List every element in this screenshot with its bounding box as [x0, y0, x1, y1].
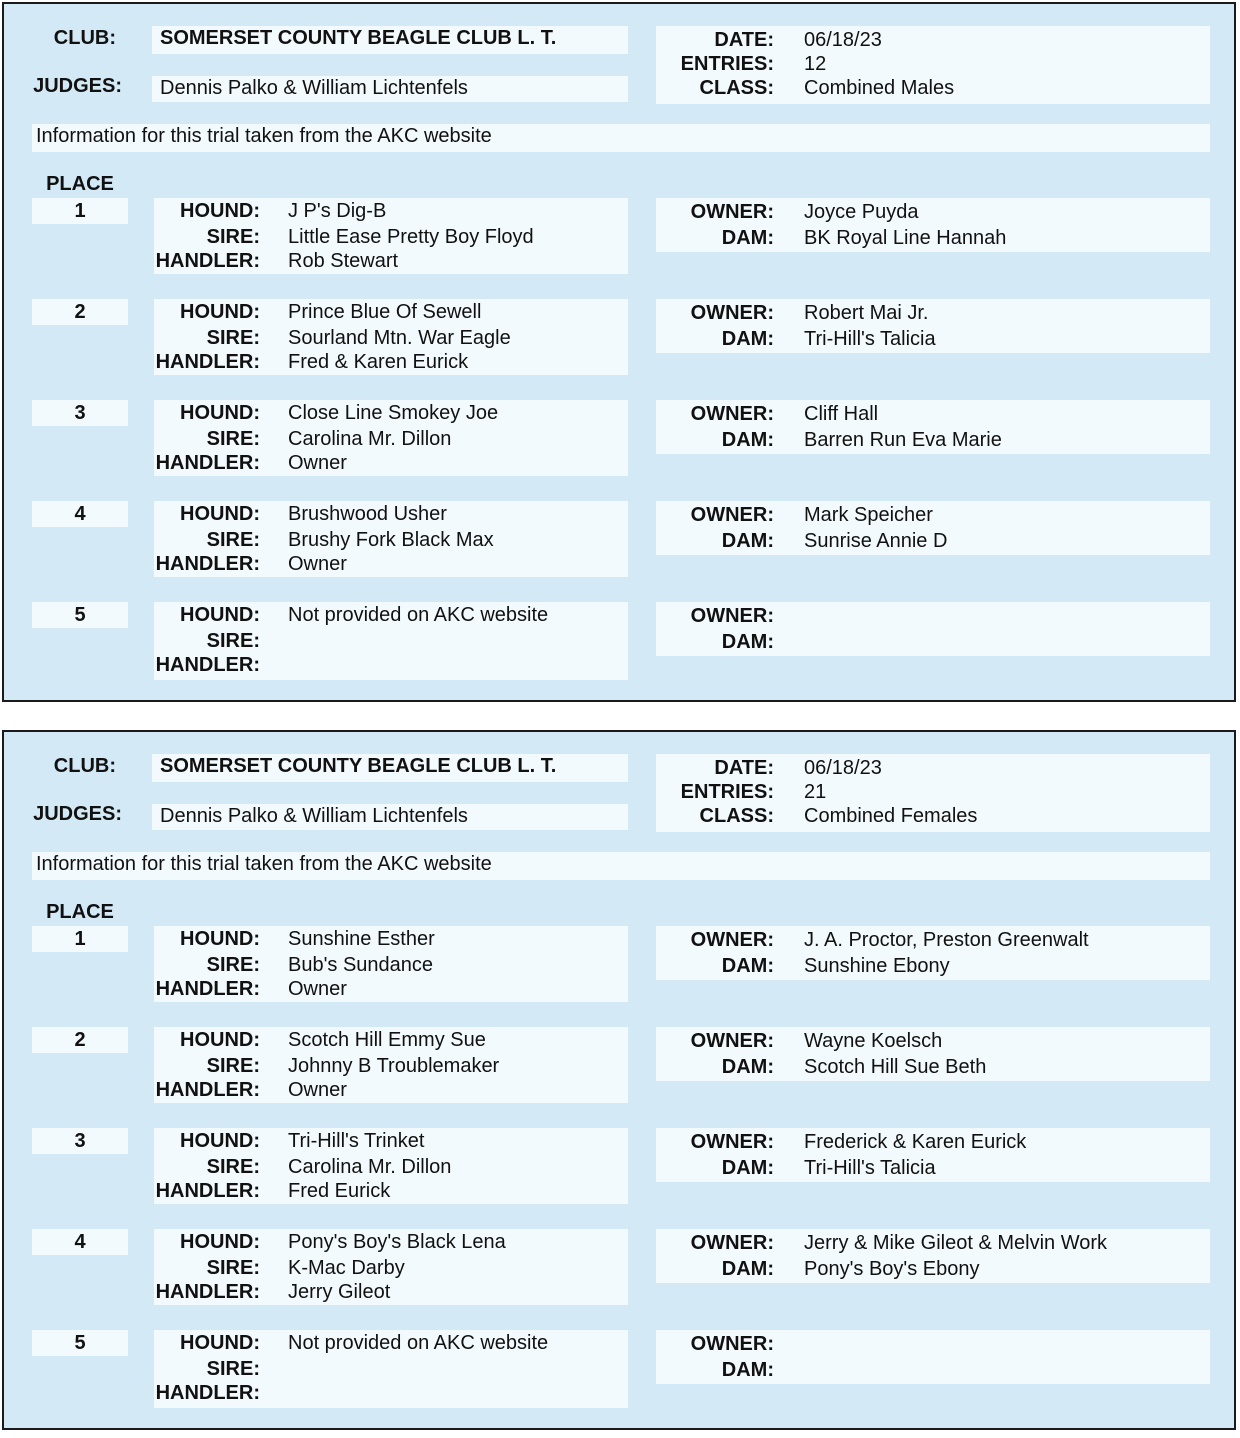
sire-name: Bub's Sundance: [288, 954, 434, 976]
dam-name: Pony's Boy's Ebony: [804, 1258, 980, 1280]
date-label: DATE:: [714, 757, 774, 779]
trial-results-card: [2, 730, 1236, 1430]
sire-label: SIRE:: [206, 226, 260, 248]
judges-label: JUDGES:: [33, 75, 122, 97]
class-label: CLASS:: [699, 77, 774, 99]
owner-label: OWNER:: [690, 1333, 774, 1355]
sire-label: SIRE:: [206, 529, 260, 551]
handler-label: HANDLER:: [155, 654, 260, 676]
club-label: CLUB:: [53, 755, 116, 777]
hound-name: Brushwood Usher: [288, 503, 447, 525]
dam-label: DAM:: [721, 1056, 774, 1078]
place-number: 3: [74, 1130, 86, 1152]
class-value: Combined Males: [804, 77, 955, 99]
hound-name: Scotch Hill Emmy Sue: [288, 1029, 486, 1051]
place-number: 5: [74, 604, 86, 626]
date-value: 06/18/23: [804, 757, 882, 779]
owner-name: Wayne Koelsch: [804, 1030, 943, 1052]
handler-name: Rob Stewart: [288, 250, 399, 272]
date-label: DATE:: [714, 29, 774, 51]
handler-name: Jerry Gileot: [288, 1281, 391, 1303]
handler-label: HANDLER:: [155, 351, 260, 373]
dam-label: DAM:: [721, 631, 774, 653]
hound-name: Sunshine Esther: [288, 928, 435, 950]
judges-names: Dennis Palko & William Lichtenfels: [160, 77, 468, 99]
dam-label: DAM:: [721, 429, 774, 451]
hound-label: HOUND:: [180, 1332, 260, 1354]
judges-label: JUDGES:: [33, 803, 122, 825]
dam-label: DAM:: [721, 328, 774, 350]
dam-label: DAM:: [721, 955, 774, 977]
hound-name: Not provided on AKC website: [288, 1332, 549, 1354]
hound-name: Tri-Hill's Trinket: [288, 1130, 425, 1152]
handler-label: HANDLER:: [155, 250, 260, 272]
owner-name: Joyce Puyda: [804, 201, 919, 223]
entries-value: 21: [804, 781, 827, 803]
handler-name: Owner: [288, 1079, 347, 1101]
hound-name: Pony's Boy's Black Lena: [288, 1231, 506, 1253]
dam-name: BK Royal Line Hannah: [804, 227, 1007, 249]
sire-label: SIRE:: [206, 428, 260, 450]
judges-names: Dennis Palko & William Lichtenfels: [160, 805, 468, 827]
trial-results-card: [2, 2, 1236, 702]
sire-name: Johnny B Troublemaker: [288, 1055, 500, 1077]
hound-label: HOUND:: [180, 301, 260, 323]
owner-label: OWNER:: [690, 201, 774, 223]
handler-name: Owner: [288, 452, 347, 474]
place-number: 1: [74, 200, 86, 222]
sire-label: SIRE:: [206, 1055, 260, 1077]
dam-label: DAM:: [721, 1359, 774, 1381]
dam-name: Tri-Hill's Talicia: [804, 1157, 936, 1179]
club-name: SOMERSET COUNTY BEAGLE CLUB L. T.: [160, 27, 557, 49]
owner-label: OWNER:: [690, 929, 774, 951]
sire-name: K-Mac Darby: [288, 1257, 405, 1279]
sire-name: Sourland Mtn. War Eagle: [288, 327, 511, 349]
sire-name: Carolina Mr. Dillon: [288, 428, 452, 450]
place-number: 3: [74, 402, 86, 424]
dam-name: Scotch Hill Sue Beth: [804, 1056, 987, 1078]
owner-label: OWNER:: [690, 403, 774, 425]
owner-name: Cliff Hall: [804, 403, 879, 425]
hound-label: HOUND:: [180, 604, 260, 626]
place-number: 4: [74, 1231, 86, 1253]
handler-name: Fred & Karen Eurick: [288, 351, 469, 373]
handler-label: HANDLER:: [155, 1079, 260, 1101]
hound-label: HOUND:: [180, 200, 260, 222]
handler-label: HANDLER:: [155, 978, 260, 1000]
owner-name: J. A. Proctor, Preston Greenwalt: [804, 929, 1089, 951]
handler-label: HANDLER:: [155, 452, 260, 474]
hound-label: HOUND:: [180, 928, 260, 950]
place-number: 5: [74, 1332, 86, 1354]
handler-label: HANDLER:: [155, 1281, 260, 1303]
handler-label: HANDLER:: [155, 1180, 260, 1202]
dam-name: Tri-Hill's Talicia: [804, 328, 936, 350]
hound-label: HOUND:: [180, 402, 260, 424]
dam-label: DAM:: [721, 530, 774, 552]
place-number: 1: [74, 928, 86, 950]
owner-name: Jerry & Mike Gileot & Melvin Work: [804, 1232, 1108, 1254]
owner-label: OWNER:: [690, 302, 774, 324]
dam-label: DAM:: [721, 1157, 774, 1179]
place-header: PLACE: [46, 901, 114, 923]
owner-label: OWNER:: [690, 1232, 774, 1254]
sire-label: SIRE:: [206, 630, 260, 652]
info-text: Information for this trial taken from the AKC website: [36, 125, 492, 147]
sire-label: SIRE:: [206, 954, 260, 976]
handler-label: HANDLER:: [155, 1382, 260, 1404]
dam-name: Sunshine Ebony: [804, 955, 950, 977]
entries-label: ENTRIES:: [680, 53, 774, 75]
sire-name: Brushy Fork Black Max: [288, 529, 494, 551]
owner-label: OWNER:: [690, 504, 774, 526]
place-number: 2: [74, 1029, 86, 1051]
hound-label: HOUND:: [180, 503, 260, 525]
hound-label: HOUND:: [180, 1029, 260, 1051]
sire-label: SIRE:: [206, 1257, 260, 1279]
handler-name: Owner: [288, 978, 347, 1000]
dam-name: Barren Run Eva Marie: [804, 429, 1002, 451]
owner-name: Mark Speicher: [804, 504, 933, 526]
sire-label: SIRE:: [206, 1156, 260, 1178]
place-number: 4: [74, 503, 86, 525]
hound-name: Close Line Smokey Joe: [288, 402, 499, 424]
entries-value: 12: [804, 53, 827, 75]
owner-name: Frederick & Karen Eurick: [804, 1131, 1027, 1153]
hound-name: Prince Blue Of Sewell: [288, 301, 482, 323]
owner-name: Robert Mai Jr.: [804, 302, 929, 324]
hound-name: Not provided on AKC website: [288, 604, 549, 626]
sire-label: SIRE:: [206, 1358, 260, 1380]
sire-name: Carolina Mr. Dillon: [288, 1156, 452, 1178]
dam-label: DAM:: [721, 227, 774, 249]
handler-label: HANDLER:: [155, 553, 260, 575]
hound-label: HOUND:: [180, 1130, 260, 1152]
owner-label: OWNER:: [690, 1131, 774, 1153]
dam-label: DAM:: [721, 1258, 774, 1280]
class-value: Combined Females: [804, 805, 978, 827]
place-number: 2: [74, 301, 86, 323]
sire-name: Little Ease Pretty Boy Floyd: [288, 226, 534, 248]
sire-label: SIRE:: [206, 327, 260, 349]
club-name: SOMERSET COUNTY BEAGLE CLUB L. T.: [160, 755, 557, 777]
hound-label: HOUND:: [180, 1231, 260, 1253]
dam-name: Sunrise Annie D: [804, 530, 948, 552]
handler-name: Fred Eurick: [288, 1180, 391, 1202]
info-text: Information for this trial taken from the AKC website: [36, 853, 492, 875]
place-header: PLACE: [46, 173, 114, 195]
entries-label: ENTRIES:: [680, 781, 774, 803]
class-label: CLASS:: [699, 805, 774, 827]
owner-label: OWNER:: [690, 605, 774, 627]
hound-name: J P's Dig-B: [288, 200, 387, 222]
owner-label: OWNER:: [690, 1030, 774, 1052]
date-value: 06/18/23: [804, 29, 882, 51]
club-label: CLUB:: [53, 27, 116, 49]
handler-name: Owner: [288, 553, 347, 575]
